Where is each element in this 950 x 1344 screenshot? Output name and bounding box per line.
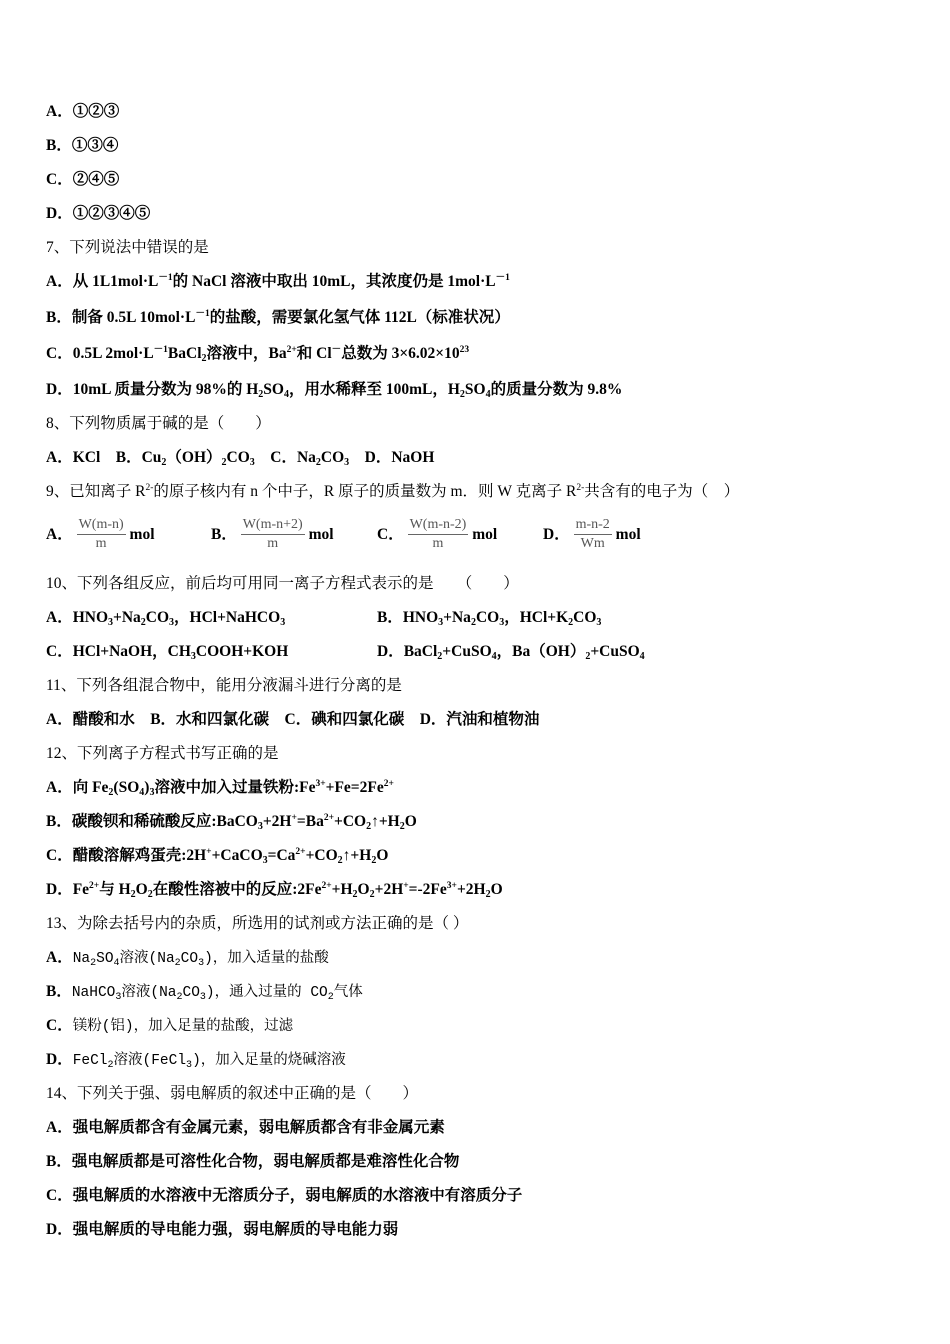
question-8: 8、下列物质属于碱的是（ ） [46,415,271,432]
option-d-q6: D．①②③④⑤ [46,205,151,222]
option-d-q9: D． $\frac{m-n-2}{Wm}$ mol [543,517,641,551]
question-13: 13、为除去括号内的杂质，所选用的试剂或方法正确的是（ ） [46,915,469,932]
option-a-q10: A．$HNO_3+Na_2CO_3$，HCl+NaHCO$_3$ [46,609,286,628]
option-a-q6: A．①②③ [46,103,120,120]
option-d-q14: D．强电解质的导电能力强，弱电解质的导电能力弱 [46,1221,399,1238]
option-b-q10: B．$HNO_3+Na_2CO_3$，$HCl+K_2CO_3$ [377,609,602,628]
option-b-q13: B．NaHCO$_3$溶液$(Na_2CO_3)$，通入过量的 $CO_2$气体 [46,983,363,1003]
options-q11: A．醋酸和水 B．水和四氯化碳 C．碘和四氯化碳 D．汽油和植物油 [46,711,540,728]
option-b-q14: B．强电解质都是可溶性化合物，弱电解质都是难溶性化合物 [46,1153,460,1170]
option-d-q13: D．FeCl$_2$溶液(FeCl$_3$)，加入足量的烧碱溶液 [46,1051,346,1071]
option-d-q10: D．BaCl$_2$+CuSO$_4$，$Ba(OH)_2+CuSO_4$ [377,643,645,662]
option-c-q10: C．HCl+NaOH，$CH_3COOH+KOH$ [46,643,289,662]
fraction-c: $\frac{W(m-n-2)}{m}$ [409,517,467,551]
option-c-q14: C．强电解质的水溶液中无溶质分子，弱电解质的水溶液中有溶质分子 [46,1187,523,1204]
option-c-q9: C． $\frac{W(m-n-2)}{m}$ mol [377,517,498,551]
option-c-q13: C．镁粉(铝)，加入足量的盐酸，过滤 [46,1017,294,1035]
option-c-q12: C．醋酸溶解鸡蛋壳$:2H^++CaCO_3=Ca^{2+}+CO_2↑+H_2O$ [46,847,389,866]
option-a-q12: A．向 $Fe_2(SO_4)_3$溶液中加入过量铁粉$:Fe^{3+}+Fe=2Fe^{2+}$ [46,779,394,798]
question-10: 10、下列各组反应，前后均可用同一离子方程式表示的是 （ ） [46,575,519,592]
option-b-q6: B．①③④ [46,137,119,154]
question-11: 11、下列各组混合物中，能用分液漏斗进行分离的是 [46,677,402,694]
option-a-q13: A．$Na_2SO_4$溶液$(Na_2CO_3)$，加入适量的盐酸 [46,949,329,969]
option-d-q7: D．10mL 质量分数为 98%的 $H_2SO_4$，用水稀释至 100mL，$H_2SO_4$的质量分数为 9.8% [46,381,623,400]
option-d-q12: D．$Fe^{2+}$与 $H_2O_2$在酸性溶被中的反应$:2Fe^{2+}+H_2O_2+2H^+=-2Fe^{3+}+2H_2O$ [46,881,503,900]
option-b-q9: B． $\frac{W(m-n+2)}{m}$ mol [211,517,334,551]
question-7: 7、下列说法中错误的是 [46,239,209,256]
option-a-q14: A．强电解质都含有金属元素，弱电解质都含有非金属元素 [46,1119,445,1136]
options-q9 [46,516,906,560]
option-b-q12: B．碳酸钡和稀硫酸反应$:BaCO_3+2H^+=Ba^{2+}+CO_2↑+H_2O$ [46,813,417,832]
question-12: 12、下列离子方程式书写正确的是 [46,745,279,762]
question-9: 9、已知离子 $R^{2-}$的原子核内有 n 个中子，R 原子的质量数为 m．则 W 克离子 $R^{2-}$共含有的电子为（ ） [46,483,740,500]
fraction-b: $\frac{W(m-n+2)}{m}$ [242,517,303,551]
fraction-d: $\frac{m-n-2}{Wm}$ [575,517,610,551]
options-q8: A．KCl B．$Cu_2(OH)_2CO_3$ C．$Na_2CO_3$ D．NaOH [46,449,435,468]
fraction-a: $\frac{W(m-n)}{m}$ [78,517,124,551]
option-c-q6: C．②④⑤ [46,171,120,188]
option-a-q7: A．从 $1L1mol\cdot L^{-1}$的 NaCl 溶液中取出 10mL，其浓度仍是 $1mol\cdot L^{-1}$ [46,273,510,290]
option-b-q7: B．制备 0.5L $10mol\cdot L^{-1}$的盐酸，需要氯化氢气体 112L（标准状况） [46,309,510,326]
option-c-q7: C．0.5L $2mol\cdot L^{-1}BaCl_2$溶液中，$Ba^{2+}$和 Cl－总数为 $3\times 6.02\times 10^{23}$ [46,345,470,364]
option-a-q9: A． $\frac{W(m-n)}{m}$ mol [46,517,155,551]
question-14: 14、下列关于强、弱电解质的叙述中正确的是（ ） [46,1085,419,1102]
